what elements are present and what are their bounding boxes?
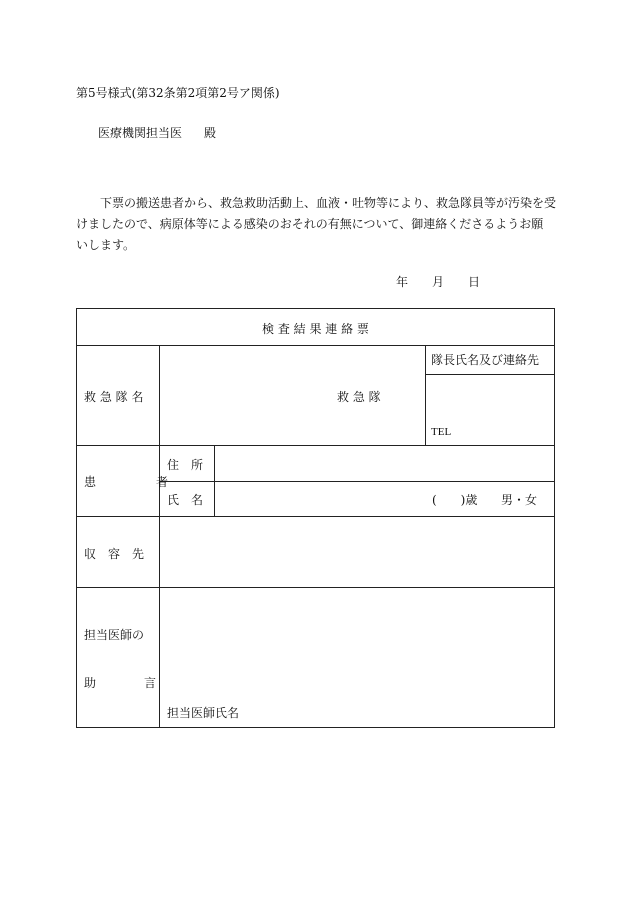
row-divider	[425, 374, 554, 375]
address-label: 住 所	[167, 458, 204, 472]
row-divider	[77, 516, 554, 517]
date-year: 年	[396, 275, 409, 289]
doctor-advice-label: 担当医師の	[84, 628, 145, 642]
body-line-3: いします。	[76, 238, 136, 252]
destination-label: 収 容 先	[84, 547, 145, 561]
captain-contact-label: 隊長氏名及び連絡先	[431, 353, 540, 367]
doctor-advice-label-2: 助 言	[84, 676, 157, 690]
column-divider	[425, 345, 426, 445]
report-form-table	[76, 308, 555, 728]
date-day: 日	[468, 275, 481, 289]
column-divider	[159, 345, 160, 727]
form-number: 第5号様式(第32条第2項第2号ア関係)	[76, 86, 280, 100]
name-label: 氏 名	[167, 493, 204, 507]
addressee-name: 医療機関担当医	[98, 126, 183, 140]
row-divider	[77, 445, 554, 446]
team-name-label: 救 急 隊 名	[84, 390, 144, 404]
tel-label: TEL	[431, 426, 452, 438]
honorific: 殿	[204, 126, 217, 140]
team-suffix: 救 急 隊	[337, 390, 381, 404]
age-field: ( )歳	[432, 493, 478, 507]
sex-field: 男・女	[501, 493, 538, 507]
body-line-2: けましたので、病原体等による感染のおそれの有無について、御連絡くださるようお願	[76, 217, 544, 231]
row-divider	[77, 345, 554, 346]
row-divider	[77, 587, 554, 588]
form-title: 検 査 結 果 連 絡 票	[262, 322, 369, 336]
addressee	[98, 124, 216, 141]
doctor-name-label: 担当医師氏名	[167, 706, 240, 720]
body-line-1: 下票の搬送患者から、救急救助活動上、血液・吐物等により、救急隊員等が汚染を受	[100, 196, 557, 210]
date-month: 月	[432, 275, 445, 289]
column-divider	[214, 445, 215, 516]
row-divider	[159, 481, 554, 482]
body-paragraph	[76, 193, 556, 256]
patient-label: 患 者	[84, 475, 169, 489]
